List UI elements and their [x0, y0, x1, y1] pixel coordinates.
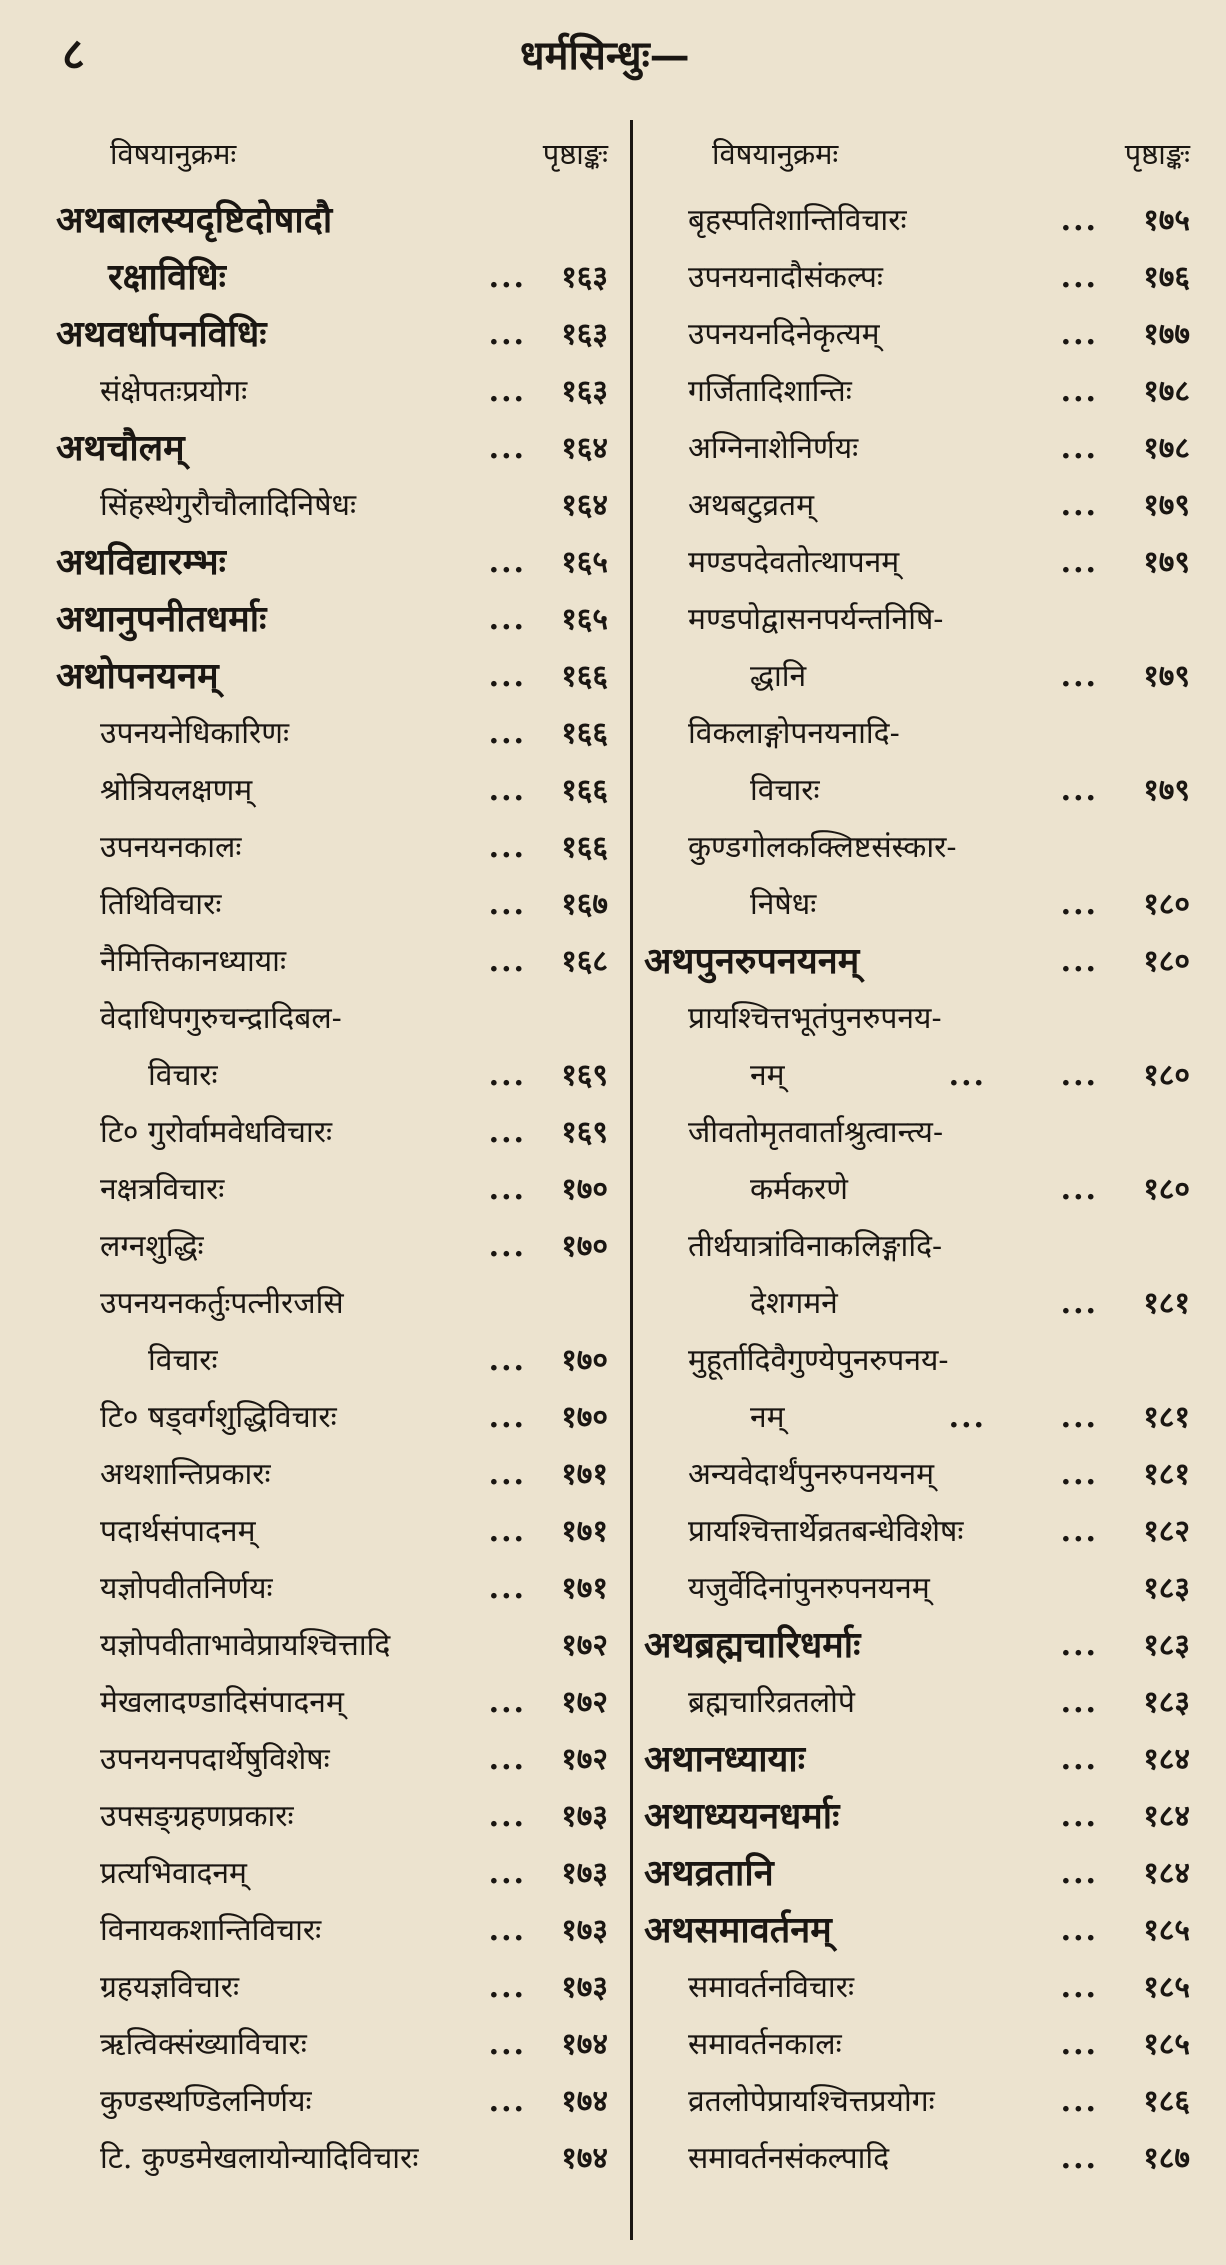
- entry-title: विकलाङ्गोपनयनादि-: [688, 716, 900, 751]
- page-ref: १६३: [561, 317, 608, 352]
- leader-dots: ...: [488, 1457, 526, 1492]
- entry-title: नैमित्तिकानध्यायाः: [100, 944, 286, 979]
- page-ref: १७९: [1143, 488, 1190, 523]
- toc-entry: [642, 1389, 1190, 1446]
- entry-title: तिथिविचारः: [100, 887, 222, 922]
- entry-title: प्रत्यभिवादनम्: [100, 1856, 247, 1891]
- toc-entry: [642, 2130, 1190, 2187]
- right-entries: [642, 192, 1190, 2187]
- toc-entry: [48, 1275, 608, 1332]
- entry-title: अथबटुव्रतम्: [688, 488, 815, 523]
- entry-title: प्रायश्चित्तार्थेव्रतबन्धेविशेषः: [688, 1514, 964, 1549]
- toc-entry: [642, 2073, 1190, 2130]
- page-ref: १७६: [1143, 260, 1190, 295]
- entry-title: वेदाधिपगुरुचन्द्रादिबल-: [100, 1001, 342, 1036]
- leader-dots: ... ...: [948, 1058, 1098, 1093]
- page-ref: १८२: [1143, 1514, 1190, 1549]
- entry-title: निषेधः: [750, 887, 817, 922]
- leader-dots: ...: [488, 2027, 526, 2062]
- entry-title: प्रायश्चित्तभूतंपुनरुपनय-: [688, 1001, 942, 1036]
- leader-dots: ...: [1060, 1514, 1098, 1549]
- leader-dots: ...: [1060, 659, 1098, 694]
- page-ref: १६३: [561, 260, 608, 295]
- entry-title: संक्षेपतःप्रयोगः: [100, 374, 248, 409]
- entry-title: गर्जितादिशान्तिः: [688, 374, 852, 409]
- toc-entry: [48, 1047, 608, 1104]
- toc-entry: [48, 705, 608, 762]
- page-ref: १६८: [561, 944, 608, 979]
- leader-dots: ...: [1060, 431, 1098, 466]
- toc-entry: [48, 1617, 608, 1674]
- leader-dots: ...: [1060, 260, 1098, 295]
- page-ref: १७५: [1143, 203, 1190, 238]
- subject-heading: विषयानुक्रमः: [110, 137, 237, 171]
- page-number: ८: [62, 29, 85, 80]
- leader-dots: ...: [1060, 1742, 1098, 1777]
- toc-entry: [48, 192, 608, 249]
- entry-title: विचारः: [750, 773, 820, 808]
- entry-title: उपनयनकर्तुःपत्नीरजसि: [100, 1286, 344, 1321]
- page-ref: १६४: [561, 431, 608, 466]
- toc-entry: [48, 249, 608, 306]
- page-ref: १७०: [561, 1229, 608, 1264]
- page-ref: १८५: [1143, 1913, 1190, 1948]
- entry-title: विचारः: [148, 1343, 218, 1378]
- toc-entry: [48, 819, 608, 876]
- subject-heading: विषयानुक्रमः: [712, 137, 839, 171]
- page-ref: १७३: [561, 1799, 608, 1834]
- page-ref: १८१: [1143, 1286, 1190, 1321]
- page-ref: १८०: [1143, 1172, 1190, 1207]
- page-ref: १७१: [561, 1571, 608, 1606]
- toc-entry: [642, 1845, 1190, 1902]
- page-ref: १७८: [1143, 374, 1190, 409]
- leader-dots: ...: [488, 1856, 526, 1891]
- page-ref: १७२: [561, 1685, 608, 1720]
- leader-dots: ...: [1060, 2141, 1098, 2176]
- leader-dots: ...: [1060, 1685, 1098, 1720]
- page-ref: १८४: [1143, 1856, 1190, 1891]
- page-ref: १७१: [561, 1514, 608, 1549]
- leader-dots: ...: [1060, 488, 1098, 523]
- entry-title: अथशान्तिप्रकारः: [100, 1457, 271, 1492]
- entry-title: ग्रहयज्ञविचारः: [100, 1970, 240, 2005]
- toc-entry: [642, 477, 1190, 534]
- toc-entry: [48, 2130, 608, 2187]
- page-ref: १८१: [1143, 1400, 1190, 1435]
- page-ref: १७०: [561, 1343, 608, 1378]
- entry-title: अथचौलम्: [56, 427, 185, 469]
- leader-dots: ...: [488, 716, 526, 751]
- page-ref: १८७: [1143, 2141, 1190, 2176]
- toc-entry: [642, 1503, 1190, 1560]
- toc-entry: [642, 1332, 1190, 1389]
- page-ref: १६७: [561, 887, 608, 922]
- leader-dots: ...: [488, 260, 526, 295]
- toc-entry: [48, 534, 608, 591]
- entry-title: सिंहस्थेगुरौचौलादिनिषेधः: [100, 488, 357, 523]
- entry-title: अथाध्ययनधर्माः: [644, 1795, 840, 1837]
- toc-entry: [48, 1503, 608, 1560]
- toc-entry: [642, 1674, 1190, 1731]
- toc-entry: [642, 1959, 1190, 2016]
- toc-entry: [642, 990, 1190, 1047]
- running-head-title: धर्मसिन्धुः—: [520, 32, 690, 79]
- page-ref: १८६: [1143, 2084, 1190, 2119]
- entry-title: उपनयनेधिकारिणः: [100, 716, 289, 751]
- toc-entry: [48, 648, 608, 705]
- leader-dots: ...: [488, 317, 526, 352]
- page-ref: १७३: [561, 1856, 608, 1891]
- leader-dots: ...: [488, 1058, 526, 1093]
- entry-title: उपसङ्ग्रहणप्रकारः: [100, 1799, 294, 1834]
- page-ref: १८३: [1143, 1685, 1190, 1720]
- leader-dots: ...: [488, 1913, 526, 1948]
- page-ref: १७२: [561, 1628, 608, 1663]
- page-heading: पृष्ठाङ्कः: [542, 137, 608, 171]
- page-ref: १८०: [1143, 887, 1190, 922]
- leader-dots: ...: [488, 1400, 526, 1435]
- entry-title: टि. कुण्डमेखलायोन्यादिविचारः: [100, 2141, 419, 2176]
- toc-entry: [642, 192, 1190, 249]
- leader-dots: ...: [488, 545, 526, 580]
- toc-entry: [48, 477, 608, 534]
- leader-dots: ...: [488, 1685, 526, 1720]
- toc-entry: [48, 1218, 608, 1275]
- page-ref: १७७: [1143, 317, 1190, 352]
- entry-title: अथव्रतानि: [644, 1852, 774, 1894]
- toc-entry: [48, 1560, 608, 1617]
- leader-dots: ...: [488, 944, 526, 979]
- right-column: [642, 130, 1190, 2187]
- leader-dots: ...: [1060, 374, 1098, 409]
- entry-title: नम्: [750, 1058, 785, 1093]
- toc-entry: [642, 648, 1190, 705]
- entry-title: मुहूर्तादिवैगुण्येपुनरुपनय-: [688, 1343, 949, 1378]
- page-ref: १७०: [561, 1172, 608, 1207]
- page-ref: १८०: [1143, 944, 1190, 979]
- page-ref: १८५: [1143, 2027, 1190, 2062]
- entry-title: द्धानि: [750, 659, 807, 694]
- leader-dots: ...: [1060, 1799, 1098, 1834]
- left-entries: [48, 192, 608, 2187]
- page-ref: १६४: [561, 488, 608, 523]
- toc-entry: [48, 2073, 608, 2130]
- page-ref: १६६: [561, 659, 608, 694]
- leader-dots: ...: [488, 1571, 526, 1606]
- entry-title: उपनयनादौसंकल्पः: [688, 260, 883, 295]
- entry-title: ब्रह्मचारिव्रतलोपे: [688, 1685, 855, 1720]
- page-ref: १७४: [561, 2084, 608, 2119]
- column-header: [48, 130, 608, 192]
- entry-title: अथब्रह्मचारिधर्माः: [644, 1624, 861, 1666]
- leader-dots: ...: [1060, 1457, 1098, 1492]
- entry-title: उपनयनकालः: [100, 830, 242, 865]
- entry-title: बृहस्पतिशान्तिविचारः: [688, 203, 907, 238]
- entry-title: अथबालस्यदृष्टिदोषादौ: [56, 199, 333, 241]
- page-ref: १६५: [561, 602, 608, 637]
- page-heading: पृष्ठाङ्कः: [1124, 137, 1190, 171]
- page-ref: १८१: [1143, 1457, 1190, 1492]
- leader-dots: ...: [488, 2084, 526, 2119]
- page-ref: १७८: [1143, 431, 1190, 466]
- toc-entry: [642, 1218, 1190, 1275]
- toc-entry: [48, 1161, 608, 1218]
- page-ref: १६६: [561, 716, 608, 751]
- entry-title: उपनयनदिनेकृत्यम्: [688, 317, 880, 352]
- toc-entry: [642, 933, 1190, 990]
- toc-entry: [642, 1788, 1190, 1845]
- page-ref: १६६: [561, 773, 608, 808]
- entry-title: मण्डपोद्वासनपर्यन्तनिषि-: [688, 602, 944, 637]
- toc-entry: [48, 1104, 608, 1161]
- page-ref: १७९: [1143, 545, 1190, 580]
- page-ref: १८३: [1143, 1628, 1190, 1663]
- entry-title: अथवर्धापनविधिः: [56, 313, 267, 355]
- entry-title: समावर्तनसंकल्पादि: [688, 2141, 890, 2176]
- entry-title: कुण्डगोलकक्लिष्टसंस्कार-: [688, 830, 957, 865]
- toc-entry: [642, 762, 1190, 819]
- toc-entry: [48, 1788, 608, 1845]
- leader-dots: ...: [488, 887, 526, 922]
- entry-title: विनायकशान्तिविचारः: [100, 1913, 322, 1948]
- leader-dots: ...: [1060, 1970, 1098, 2005]
- entry-title: अग्निनाशेनिर्णयः: [688, 431, 859, 466]
- toc-entry: [642, 1275, 1190, 1332]
- entry-title: देशगमने: [750, 1286, 838, 1321]
- entry-title: श्रोत्रियलक्षणम्: [100, 773, 253, 808]
- entry-title: रक्षाविधिः: [108, 256, 226, 298]
- page-ref: १६३: [561, 374, 608, 409]
- leader-dots: ...: [1060, 944, 1098, 979]
- toc-entry: [48, 1446, 608, 1503]
- leader-dots: ...: [488, 602, 526, 637]
- page-ref: १७४: [561, 2141, 608, 2176]
- page-ref: १७३: [561, 1970, 608, 2005]
- entry-title: यज्ञोपवीताभावेप्रायश्चित्तादि: [100, 1628, 391, 1663]
- toc-entry: [642, 2016, 1190, 2073]
- leader-dots: ...: [1060, 2084, 1098, 2119]
- leader-dots: ...: [1060, 773, 1098, 808]
- entry-title: यज्ञोपवीतनिर्णयः: [100, 1571, 273, 1606]
- leader-dots: ...: [488, 830, 526, 865]
- page-ref: १७४: [561, 2027, 608, 2062]
- leader-dots: ...: [488, 1742, 526, 1777]
- page-ref: १७०: [561, 1400, 608, 1435]
- leader-dots: ...: [1060, 545, 1098, 580]
- leader-dots: ...: [488, 1115, 526, 1150]
- entry-title: समावर्तनकालः: [688, 2027, 842, 2062]
- entry-title: अथविद्यारम्भः: [56, 541, 226, 583]
- entry-title: टि० षड्वर्गशुद्धिविचारः: [100, 1400, 337, 1435]
- leader-dots: ...: [1060, 887, 1098, 922]
- toc-entry: [642, 534, 1190, 591]
- toc-entry: [642, 1047, 1190, 1104]
- toc-entry: [642, 1617, 1190, 1674]
- toc-entry: [48, 933, 608, 990]
- entry-title: अथसमावर्तनम्: [644, 1909, 832, 1951]
- entry-title: टि० गुरोर्वामवेधविचारः: [100, 1115, 333, 1150]
- toc-entry: [48, 1731, 608, 1788]
- entry-title: मण्डपदेवतोत्थापनम्: [688, 545, 900, 580]
- column-divider: [630, 120, 633, 2240]
- page-ref: १८५: [1143, 1970, 1190, 2005]
- leader-dots: ...: [488, 1970, 526, 2005]
- toc-entry: [642, 705, 1190, 762]
- leader-dots: ...: [488, 374, 526, 409]
- leader-dots: ... ...: [948, 1400, 1098, 1435]
- toc-entry: [48, 876, 608, 933]
- entry-title: व्रतलोपेप्रायश्चित्तप्रयोगः: [688, 2084, 935, 2119]
- toc-entry: [642, 306, 1190, 363]
- toc-entry: [642, 249, 1190, 306]
- page-ref: १७३: [561, 1913, 608, 1948]
- entry-title: नक्षत्रविचारः: [100, 1172, 225, 1207]
- leader-dots: ...: [1060, 2027, 1098, 2062]
- toc-entry: [48, 1674, 608, 1731]
- toc-entry: [48, 990, 608, 1047]
- toc-entry: [48, 1845, 608, 1902]
- entry-title: उपनयनपदार्थेषुविशेषः: [100, 1742, 330, 1777]
- toc-entry: [48, 591, 608, 648]
- page-ref: १६६: [561, 830, 608, 865]
- toc-entry: [642, 1731, 1190, 1788]
- entry-title: अथपुनरुपनयनम्: [644, 940, 860, 982]
- toc-entry: [642, 1104, 1190, 1161]
- leader-dots: ...: [1060, 1913, 1098, 1948]
- entry-title: अन्यवेदार्थंपुनरुपनयनम्: [688, 1457, 935, 1492]
- leader-dots: ...: [488, 1799, 526, 1834]
- entry-title: तीर्थयात्रांविनाकलिङ्गादि-: [688, 1229, 943, 1264]
- toc-entry: [48, 1389, 608, 1446]
- entry-title: समावर्तनविचारः: [688, 1970, 855, 2005]
- entry-title: अथानध्यायाः: [644, 1738, 806, 1780]
- toc-entry: [48, 306, 608, 363]
- leader-dots: ...: [488, 1172, 526, 1207]
- toc-entry: [48, 1959, 608, 2016]
- leader-dots: ...: [488, 659, 526, 694]
- entry-title: मेखलादण्डादिसंपादनम्: [100, 1685, 344, 1720]
- leader-dots: ...: [488, 1514, 526, 1549]
- leader-dots: ...: [488, 773, 526, 808]
- toc-entry: [48, 1332, 608, 1389]
- page-ref: १६९: [561, 1115, 608, 1150]
- toc-entry: [48, 420, 608, 477]
- toc-entry: [642, 420, 1190, 477]
- page-ref: १७१: [561, 1457, 608, 1492]
- toc-entry: [48, 762, 608, 819]
- leader-dots: ...: [1060, 203, 1098, 238]
- toc-entry: [48, 2016, 608, 2073]
- entry-title: जीवतोमृतवार्ताश्रुत्वान्त्य-: [688, 1115, 944, 1150]
- entry-title: विचारः: [148, 1058, 218, 1093]
- leader-dots: ...: [488, 1229, 526, 1264]
- leader-dots: ...: [1060, 1172, 1098, 1207]
- leader-dots: ...: [1060, 1856, 1098, 1891]
- entry-title: कुण्डस्थण्डिलनिर्णयः: [100, 2084, 312, 2119]
- leader-dots: ...: [1060, 1286, 1098, 1321]
- toc-entry: [642, 591, 1190, 648]
- page-ref: १७२: [561, 1742, 608, 1777]
- page-ref: १६५: [561, 545, 608, 580]
- toc-entry: [642, 1902, 1190, 1959]
- entry-title: पदार्थसंपादनम्: [100, 1514, 256, 1549]
- leader-dots: ...: [488, 431, 526, 466]
- entry-title: नम्: [750, 1400, 785, 1435]
- entry-title: कर्मकरणे: [750, 1172, 848, 1207]
- page-ref: १७९: [1143, 659, 1190, 694]
- entry-title: ऋत्विक्संख्याविचारः: [100, 2027, 307, 2062]
- leader-dots: ...: [1060, 317, 1098, 352]
- toc-entry: [642, 363, 1190, 420]
- column-header: [642, 130, 1190, 192]
- entry-title: अथानुपनीतधर्माः: [56, 598, 267, 640]
- page-ref: १८३: [1143, 1571, 1190, 1606]
- left-column: [48, 130, 608, 2187]
- entry-title: अथोपनयनम्: [56, 655, 219, 697]
- page-ref: १८४: [1143, 1742, 1190, 1777]
- entry-title: लग्नशुद्धिः: [100, 1229, 204, 1264]
- toc-entry: [642, 1161, 1190, 1218]
- toc-entry: [48, 1902, 608, 1959]
- toc-entry: [642, 1446, 1190, 1503]
- entry-title: यजुर्वेदिनांपुनरुपनयनम्: [688, 1571, 930, 1606]
- page-ref: १७९: [1143, 773, 1190, 808]
- leader-dots: ...: [1060, 1628, 1098, 1663]
- leader-dots: ...: [488, 1343, 526, 1378]
- page-ref: १८४: [1143, 1799, 1190, 1834]
- toc-entry: [642, 876, 1190, 933]
- toc-entry: [642, 819, 1190, 876]
- page-ref: १८०: [1143, 1058, 1190, 1093]
- toc-entry: [48, 363, 608, 420]
- page-ref: १६९: [561, 1058, 608, 1093]
- toc-entry: [642, 1560, 1190, 1617]
